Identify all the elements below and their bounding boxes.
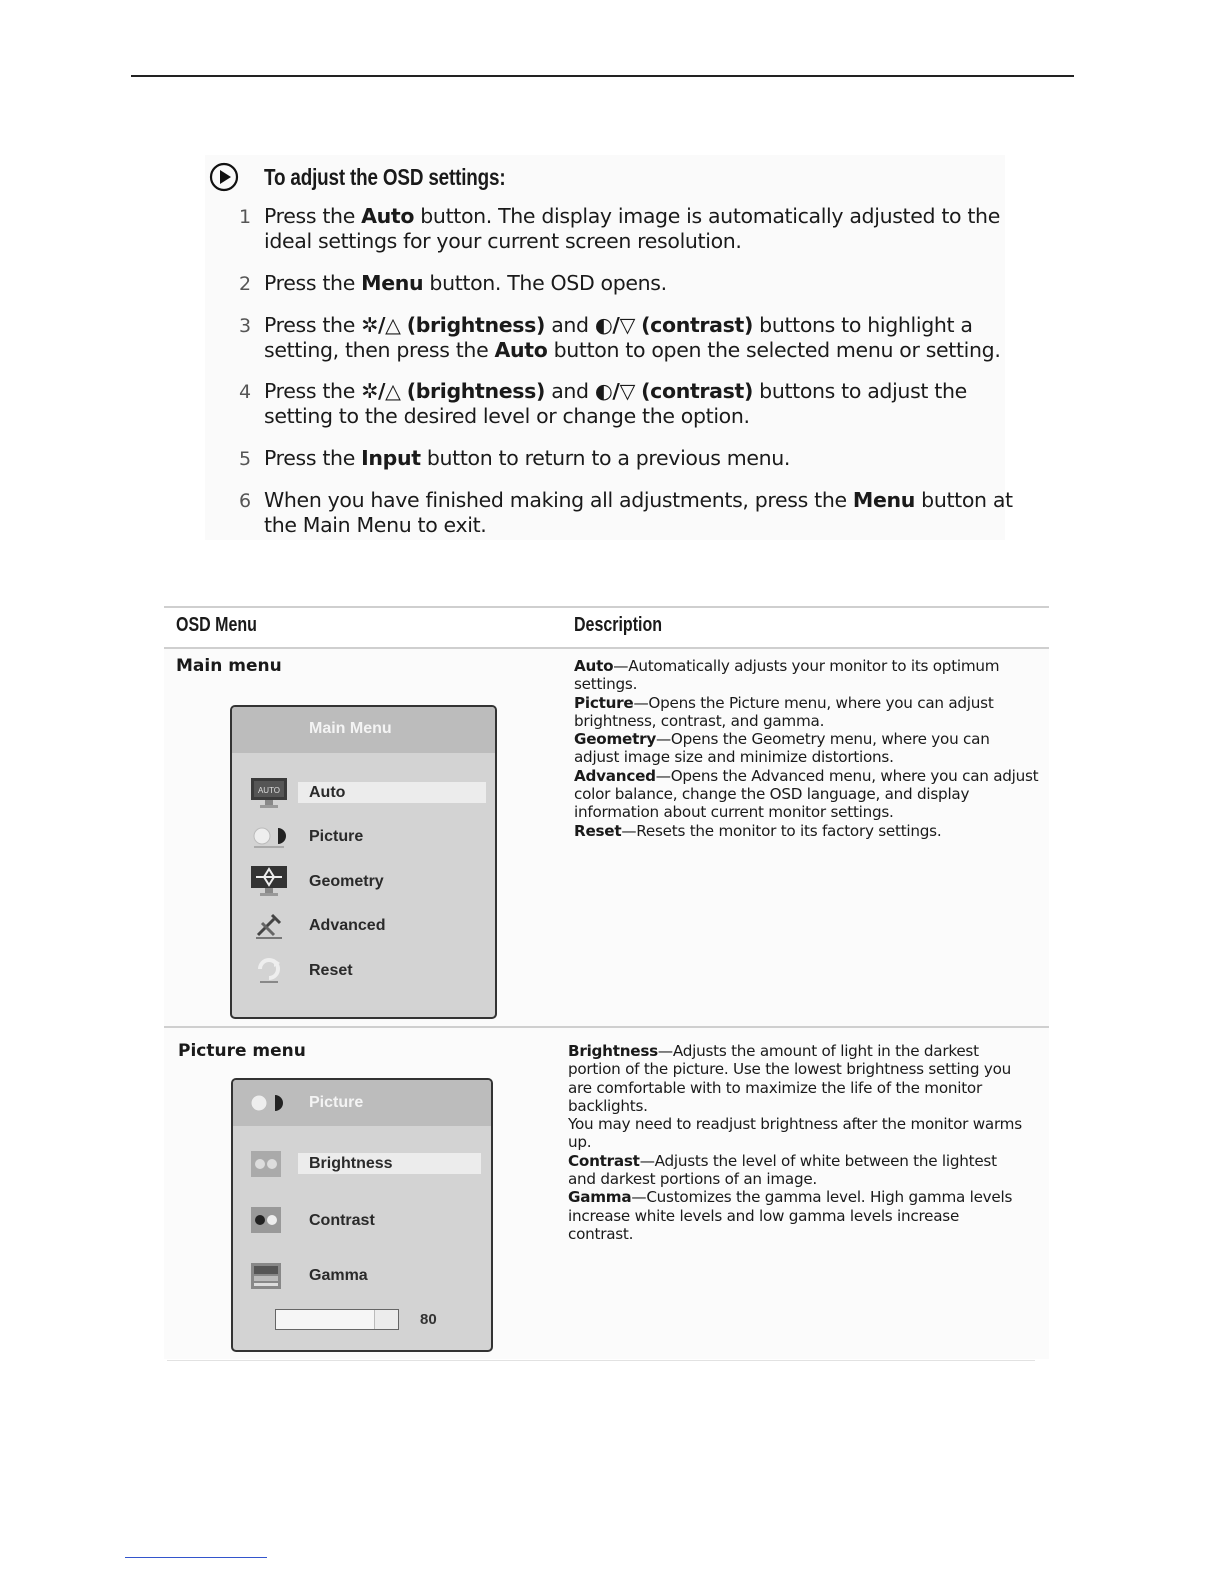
desc-contrast: Contrast—Adjusts the level of white between the lightest and darkest portions of an image.	[568, 1151, 997, 1189]
table-bottom-rule	[167, 1360, 1035, 1361]
row-label-main-menu: Main menu	[176, 656, 282, 676]
picture-menu-description	[568, 1042, 1028, 1243]
step-text: Press the ✲/△ (brightness) and ◐/▽ (contrast) buttons to highlight a setting, then press the Auto button to open the selected menu or setting.	[264, 313, 1001, 362]
step-text: Press the Input button to return to a previous menu.	[264, 446, 791, 470]
reset-icon	[254, 955, 284, 985]
brightness-icon	[250, 1150, 282, 1178]
step-number: 4	[239, 381, 252, 403]
osd-item-advanced: Advanced	[309, 917, 386, 934]
osd-title: Picture	[309, 1094, 364, 1111]
step-number: 3	[239, 315, 252, 337]
osd-title: Main Menu	[309, 720, 392, 737]
desc-reset: Reset—Resets the monitor to its factory settings.	[574, 821, 942, 840]
osd-item-gamma: Gamma	[309, 1267, 368, 1284]
osd-item-picture: Picture	[309, 828, 364, 845]
step-text: Press the Auto button. The display image is automatically adjusted to the ideal settings for your current screen resolution.	[264, 204, 1000, 253]
desc-brightness: Brightness—Adjusts the amount of light in the darkest portion of the picture. Use the lowest brightness setting you are comfortable with to maximize the life of the monitor backlights.	[568, 1042, 1012, 1115]
header-rule	[131, 75, 1074, 77]
auto-monitor-icon	[250, 777, 288, 811]
gamma-value: 80	[420, 1311, 437, 1328]
svg-text:AUTO: AUTO	[257, 786, 281, 795]
osd-item-reset: Reset	[309, 962, 353, 979]
gamma-slider-fill	[276, 1310, 375, 1329]
table-top-rule	[164, 606, 1049, 608]
geometry-icon	[250, 865, 288, 899]
desc-advanced: Advanced—Opens the Advanced menu, where you can adjust color balance, change the OSD language, and display information about current monitor settings.	[574, 766, 1039, 822]
main-menu-description	[574, 657, 1039, 840]
play-circle-icon	[209, 162, 239, 192]
osd-item-brightness: Brightness	[309, 1155, 393, 1172]
step-text: When you have finished making all adjustments, press the Menu button at the Main Menu to exit.	[264, 488, 1013, 537]
desc-brightness-note: You may need to readjust brightness after the monitor warms up.	[568, 1115, 1022, 1152]
gamma-icon	[250, 1262, 282, 1290]
gamma-slider[interactable]	[275, 1309, 399, 1330]
picture-icon	[252, 826, 286, 850]
column-header-description: Description	[574, 614, 663, 636]
desc-geometry: Geometry—Opens the Geometry menu, where you can adjust image size and minimize distortions.	[574, 730, 990, 767]
row-label-picture-menu: Picture menu	[178, 1041, 306, 1061]
step-number: 2	[239, 273, 252, 295]
osd-item-contrast: Contrast	[309, 1212, 375, 1229]
contrast-icon	[250, 1206, 282, 1234]
desc-picture: Picture—Opens the Picture menu, where you can adjust brightness, contrast, and gamma.	[574, 693, 994, 730]
picture-menu-osd	[231, 1078, 493, 1352]
osd-item-geometry: Geometry	[309, 873, 384, 890]
main-menu-osd	[230, 705, 497, 1019]
instructions-title: To adjust the OSD settings:	[264, 164, 506, 190]
footer-link-rule	[125, 1557, 267, 1558]
step-number: 6	[239, 490, 252, 512]
tools-icon	[254, 911, 284, 941]
osd-item-auto: Auto	[309, 784, 346, 801]
picture-icon	[249, 1092, 283, 1114]
column-header-osd-menu: OSD Menu	[176, 614, 257, 636]
desc-gamma: Gamma—Customizes the gamma level. High gamma levels increase white levels and low gamma levels increase contrast.	[568, 1188, 1013, 1243]
desc-auto: Auto—Automatically adjusts your monitor to its optimum settings.	[574, 657, 1000, 694]
step-number: 1	[239, 206, 252, 228]
step-number: 5	[239, 448, 252, 470]
step-text: Press the ✲/△ (brightness) and ◐/▽ (contrast) buttons to adjust the setting to the desired level or change the option.	[264, 379, 967, 428]
step-text: Press the Menu button. The OSD opens.	[264, 271, 667, 295]
